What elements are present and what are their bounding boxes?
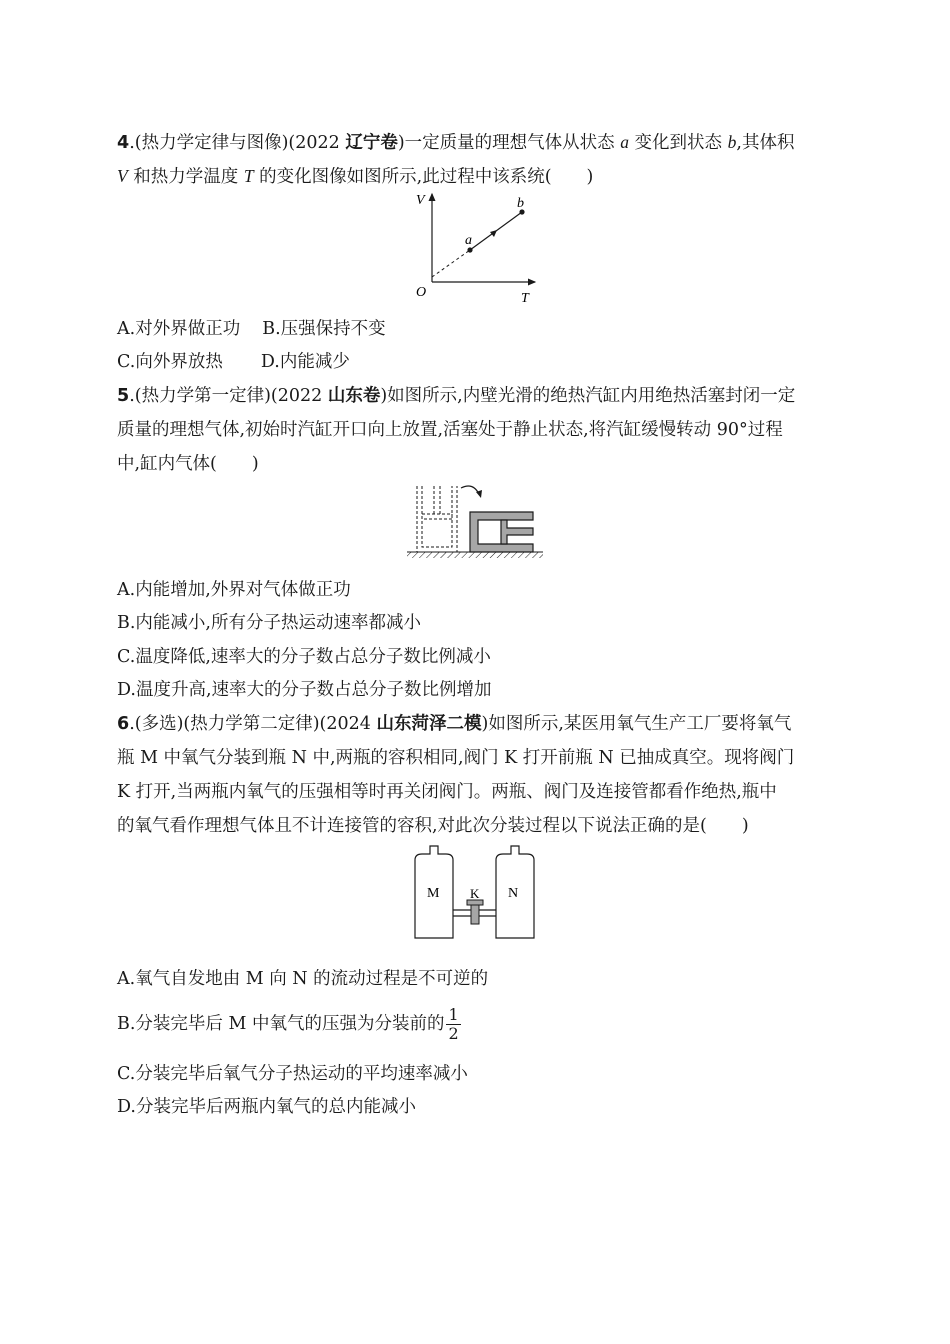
q4-line-2 [117, 164, 837, 189]
q4-option-b: B.压强保持不变 [262, 319, 386, 339]
q6-line-2: 瓶 M 中氧气分装到瓶 N 中,两瓶的容积相同,阀门 K 打开前瓶 N 已抽成真空。现将阀门 [117, 748, 795, 768]
q6-option-d: D.分装完毕后两瓶内氧气的总内能减小 [117, 1097, 416, 1117]
q5-option-b: B.内能减小,所有分子热运动速率都减小 [117, 613, 421, 633]
origin-label: O [416, 285, 427, 300]
horizontal-piston [501, 520, 533, 544]
q4-option-a: A.对外界做正功 [117, 319, 241, 339]
q5-source: 山东卷 [327, 386, 381, 406]
q6-option-a: A.氧气自发地由 M 向 N 的流动过程是不可逆的 [117, 969, 489, 989]
q5-option-a: A.内能增加,外界对气体做正功 [117, 580, 351, 600]
q4-option-c: C.向外界放热 [117, 352, 223, 372]
vt-graph [410, 190, 550, 308]
q4-option-d: D.内能减少 [260, 352, 350, 372]
upright-piston-dashed [422, 486, 452, 519]
direction-arrow-icon [490, 230, 497, 237]
q4-options-row-1 [117, 317, 837, 341]
point-b-label: b [517, 196, 524, 211]
x-axis-label: T [521, 291, 529, 306]
q4-var-T: T [243, 166, 254, 186]
q6-line-4: 的氧气看作理想气体且不计连接管的容积,对此次分装过程以下说法正确的是( ) [117, 816, 749, 836]
q5-line-1 [117, 384, 837, 408]
q4-text: 变化到状态 [628, 133, 728, 153]
q4-line-1 [117, 130, 837, 155]
q6-number: 6 [117, 714, 130, 734]
rotation-arrow-icon [461, 486, 479, 494]
cylinder-figure [405, 480, 545, 560]
q4-var-a: a [620, 132, 629, 152]
q5-line-2: 质量的理想气体,初始时汽缸开口向上放置,活塞处于静止状态,将汽缸缓慢转动 90°过程 [117, 420, 783, 440]
q6-option-c: C.分装完毕后氧气分子热运动的平均速率减小 [117, 1064, 468, 1084]
point-a-label: a [465, 233, 472, 248]
q6-text: )如图所示,某医用氧气生产工厂要将氧气 [481, 714, 792, 734]
q6-option-b-row [117, 1006, 837, 1043]
q4-var-V: V [117, 166, 128, 186]
q5-text: )如图所示,内壁光滑的绝热汽缸内用绝热活塞封闭一定 [380, 386, 796, 406]
q5-option-d: D.温度升高,速率大的分子数占总分子数比例增加 [117, 680, 492, 700]
q4-source: 辽宁卷 [345, 133, 398, 153]
dashed-extension [432, 250, 470, 277]
q4-options-row-2 [117, 350, 837, 374]
oxygen-bottles-figure [410, 842, 546, 942]
y-axis-label: V [416, 193, 425, 208]
label-n: N [508, 886, 519, 901]
q4-text: ,其体积 [736, 133, 795, 153]
q6-line-1 [117, 712, 837, 736]
q5-tag: .(热力学第一定律)(2022 [129, 386, 328, 406]
q5-number: 5 [117, 386, 130, 406]
q5-line-3: 中,缸内气体( ) [117, 454, 259, 474]
q6-option-b: B.分装完毕后 M 中氧气的压强为分装前的 [117, 1014, 445, 1034]
q4-text: 和热力学温度 [127, 167, 244, 187]
valve-k [471, 904, 479, 924]
fraction-one-half [446, 1006, 460, 1043]
q4-text: 的变化图像如图所示,此过程中该系统( ) [253, 167, 594, 187]
q4-tag: .(热力学定律与图像)(2022 [129, 133, 346, 153]
q6-line-3: K 打开,当两瓶内氧气的压强相等时再关闭阀门。两瓶、阀门及连接管都看作绝热,瓶中 [117, 782, 777, 802]
q4-text: )一定质量的理想气体从状态 [397, 133, 621, 153]
point-a-dot [467, 247, 472, 252]
ground-hatch [407, 552, 543, 558]
q4-var-b: b [727, 132, 737, 152]
q6-tag: .(多选)(热力学第二定律)(2024 [129, 714, 377, 734]
label-m: M [427, 886, 440, 901]
q6-source: 山东菏泽二模 [376, 714, 482, 734]
label-k: K [470, 886, 480, 901]
q5-option-c: C.温度降低,速率大的分子数占总分子数比例减小 [117, 647, 491, 667]
fraction-numerator: 1 [448, 1005, 459, 1024]
fraction-denominator: 2 [448, 1024, 459, 1043]
q4-number: 4 [117, 133, 130, 153]
